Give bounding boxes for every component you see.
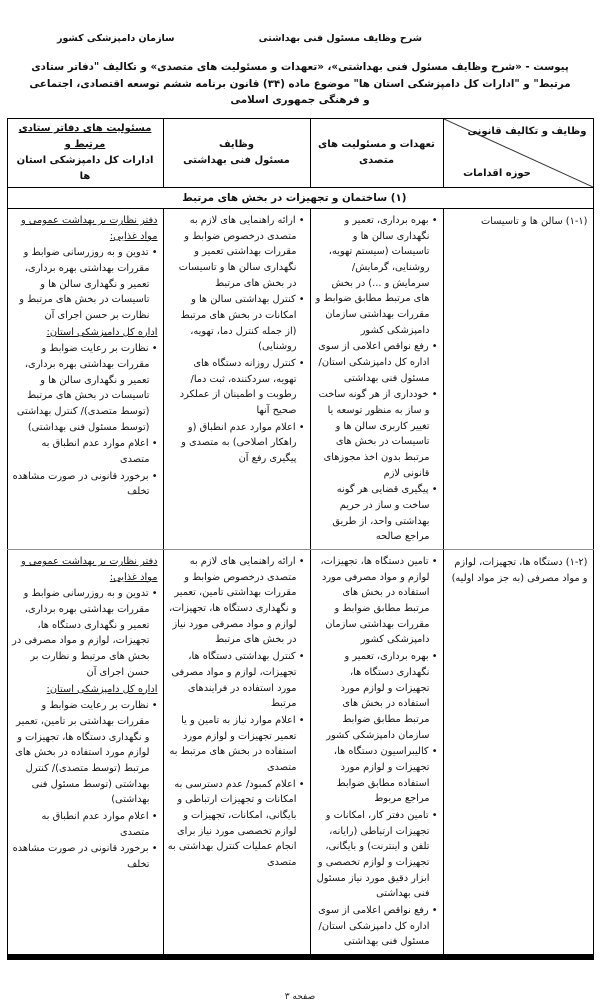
bullet-item: • اعلام موارد عدم انطباق به متصدی (41, 810, 158, 838)
bullet-item: • بهره برداری، تعمیر و نگهداری دستگاه ها، تجهیزات و لوازم مورد استفاده در بخش های مرتبط مطابق ضوابط سازمان دامپزشکی کشور (326, 651, 438, 741)
operator-obligations-cell (310, 209, 443, 550)
intro-paragraph: پیوست - «شرح وظایف مسئول فنی بهداشتی»، «تعهدات و مسئولیت های متصدی» و تکالیف "دفاتر ستادی مرتبط" و "ادارات کل دامپزشکی استان ها" موضوع ماده (۳۴) قانون برنامه ششم توسعه اقتصادی، اجتماعی و فرهنگی جمهوری اسلامی (29, 61, 571, 107)
bullet-list (168, 213, 305, 467)
header-line: مسئول فنی بهداشتی (183, 155, 290, 167)
bullet-list (315, 554, 438, 950)
office-heading: اداره کل دامپزشکی استان: (46, 326, 158, 338)
doc-header-title: شرح وظایف مسئول فنی بهداشتی (258, 33, 422, 44)
duties-table (7, 118, 594, 960)
corner-header-cell (443, 119, 593, 188)
scope-label: (۱-۱) سالن ها و تاسیسات (480, 216, 588, 228)
office-responsibilities-cell (7, 209, 163, 550)
bullet-item: • نظارت بر رعایت ضوابط و مقررات بهداشتی بر تامین، تعمیر و نگهداری دستگاه ها، تجهیزات و لوازم مورد استفاده در بخش های مرتبط (توسط متصدی)/ کنترل بهداشتی (توسط مسئول فنی بهداشتی) (15, 700, 158, 806)
bullet-item: • خودداری از هر گونه ساخت و ساز به منظور توسعه یا تغییر کاربری سالن ها و تاسیسات در بخش های مرتبط بدون اخذ مجوزهای قانونی لازم (318, 389, 438, 479)
header-line: تعهدات و مسئولیت های (318, 139, 435, 151)
bullet-item: • رفع نواقص اعلامی از سوی اداره کل دامپزشکی استان/ مسئول فنی بهداشتی (318, 904, 438, 948)
bullet-item: • نظارت بر رعایت ضوابط و مقررات بهداشتی بهره برداری، تعمیر و نگهداری سالن ها و تاسیسات در بخش های مرتبط (توسط متصدی)/ کنترل بهداشتی (توسط مسئول فنی بهداشتی) (16, 343, 158, 433)
doc-header (0, 0, 600, 44)
bullet-item: • تامین دستگاه ها، تجهیزات، لوازم و مواد مصرفی مورد استفاده در بخش های مرتبط مطابق ضوابط و مقررات بهداشتی سازمان دامپزشکی کشور (320, 556, 438, 646)
table-row (7, 209, 593, 550)
office-heading: اداره کل دامپزشکی استان: (46, 683, 158, 695)
supervisor-duties-cell (163, 209, 310, 550)
col-header-supervisor-duties (163, 119, 310, 188)
bullet-item: • ارائه راهنمایی های لازم به متصدی درخصوص ضوابط و مقررات بهداشتی تامین، تعمیر و نگهداری دستگاه ها، تجهیزات، لوازم و مواد مصرفی مورد نیاز در بخش های مرتبط (168, 556, 305, 646)
scope-cell (443, 209, 593, 550)
doc-header-org: سازمان دامپزشکی کشور (57, 33, 175, 44)
bullet-item: • کنترل بهداشتی دستگاه ها، تجهیزات، لوازم و مواد مصرفی مورد استفاده در فرایندهای مرتبط (171, 651, 305, 710)
bullet-list (315, 213, 438, 545)
header-line: متصدی (358, 155, 395, 167)
supervisor-duties-cell (163, 550, 310, 957)
office-heading: دفتر نظارت بر بهداشت عمومی و مواد غذایی: (21, 556, 158, 583)
corner-top-label: وظایف و تکالیف قانونی (467, 126, 587, 138)
col-header-operator-obligations (310, 119, 443, 188)
bullet-item: • کنترل بهداشتی سالن ها و امکانات در بخش های مرتبط (از جمله کنترل دما، تهویه، روشنایی) (180, 294, 305, 353)
section-title: (۱) ساختمان و تجهیزات در بخش های مرتبط (7, 188, 593, 209)
page-number: صفحه ۳ (284, 991, 316, 1002)
header-line: مسئولیت های دفاتر ستادی مرتبط و (18, 123, 152, 151)
bullet-item: • کنترل روزانه دستگاه های تهویه، سردکننده، ثبت دما/ رطوبت و اطمینان از عملکرد صحیح آنها (179, 358, 305, 417)
operator-obligations-cell (310, 550, 443, 957)
table-header-row (7, 119, 593, 188)
bullet-item: • بهره برداری، تعمیر و نگهداری سالن ها و تاسیسات (سیستم تهویه، روشنایی، گرمایش/ سرمایش و ...) در بخش های مرتبط مطابق ضوابط و مقررات بهداشتی سازمان دامپزشکی کشور (315, 215, 438, 336)
header-line: ادارات کل دامپزشکی استان ها (16, 155, 154, 183)
office-heading: دفتر نظارت بر بهداشت عمومی و مواد غذایی: (21, 215, 158, 242)
responsibility-blocks (12, 213, 158, 500)
table-row (7, 550, 593, 957)
col-header-office-responsibilities (7, 119, 163, 188)
bullet-item: • اعلام موارد نیاز به تامین و یا تعمیر تجهیزات و لوازم مورد استفاده در بخش های مرتبط به متصدی (169, 714, 305, 773)
bullet-item: • ارائه راهنمایی های لازم به متصدی درخصوص ضوابط و مقررات بهداشتی تعمیر و نگهداری سالن ها و تاسیسات در بخش های مرتبط (178, 215, 305, 289)
bullet-item: • اعلام موارد عدم انطباق (و راهکار اصلاحی) به متصدی و پیگیری رفع آن (181, 421, 305, 465)
section-header-row (7, 188, 593, 209)
bullet-item: • تدوین و به روزرسانی ضوابط و مقررات بهداشتی بهره برداری، تعمیر و نگهداری دستگاه ها، تجهیزات، لوازم و مواد مصرفی در بخش های مرتبط و نظارت بر حسن اجرای آن (12, 588, 158, 678)
responsibility-blocks (12, 554, 158, 872)
bullet-item: • اعلام کمبود/ عدم دسترسی به امکانات و تجهیزات ارتباطی و بایگانی، امکانات، تجهیزات و لوازم تخصصی مورد نیاز برای انجام عملیات کنترل بهداشتی به متصدی (167, 778, 305, 868)
header-line: وظایف (218, 139, 255, 151)
bullet-item: • پیگیری قضایی هر گونه ساخت و ساز در حریم بهداشتی واحد، از طریق مراجع صالحه (332, 484, 438, 543)
scope-label: (۱-۲) دستگاه ها، تجهیزات، لوازم و مواد مصرفی (به جز مواد اولیه) (451, 557, 588, 584)
bullet-item: • تدوین و به روزرسانی ضوابط و مقررات بهداشتی بهره برداری، تعمیر و نگهداری سالن ها و تاسیسات در بخش های مرتبط و نظارت بر حسن اجرای آن (19, 247, 158, 322)
office-responsibilities-cell (7, 550, 163, 957)
bullet-item: • برخورد قانونی در صورت مشاهده تخلف (12, 470, 158, 498)
bullet-item: • رفع نواقص اعلامی از سوی اداره کل دامپزشکی استان/ مسئول فنی بهداشتی (318, 341, 438, 384)
bullet-item: • کالیبراسیون دستگاه ها، تجهیزات و لوازم مورد استفاده مطابق ضوابط مراجع مربوط (333, 746, 438, 805)
bullet-item: • برخورد قانونی در صورت مشاهده تخلف (12, 843, 158, 870)
scope-cell (443, 550, 593, 957)
corner-bottom-label: حوزه اقدامات (463, 168, 531, 180)
bullet-item: • اعلام موارد عدم انطباق به متصدی (41, 438, 158, 466)
bullet-item: • تامین دفتر کار، امکانات و تجهیزات ارتباطی (رایانه، تلفن و اینترنت) و بایگانی، تجهیزات و لوازم تخصصی و ابزار دقیق مورد نیاز مسئول فنی بهداشتی (316, 809, 438, 900)
bullet-list (168, 554, 305, 870)
